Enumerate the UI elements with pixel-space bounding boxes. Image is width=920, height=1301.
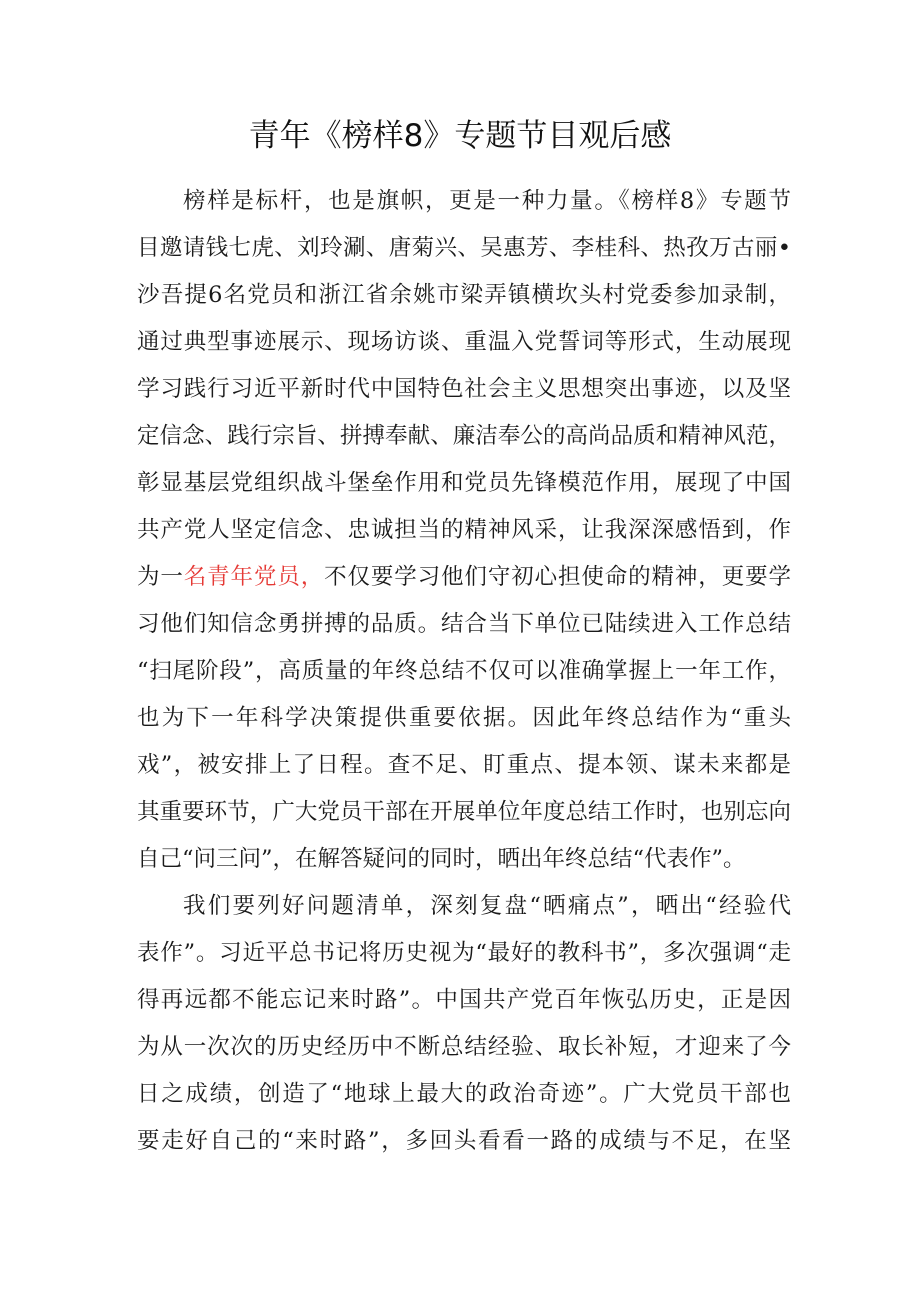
text-line: 得再远都不能忘记来时路”。中国共产党百年恢弘历史，正是因 (137, 987, 791, 1013)
document-body (137, 178, 791, 1165)
text-line: 为从一次次的历史经历中不断总结经验、取长补短，才迎来了今 (137, 1034, 791, 1060)
text-line: 学习践行习近平新时代中国特色社会主义思想突出事迹，以及坚 (137, 376, 791, 402)
paragraph-2 (137, 883, 791, 1165)
text-segment: 不仅要学习他们守初心担使命的精神，更要学 (324, 564, 791, 590)
text-segment: 为一 (137, 564, 184, 590)
text-line: 榜样是标杆，也是旗帜，更是一种力量。《榜样8》专题节 (183, 188, 791, 214)
text-line: 习他们知信念勇拼搏的品质。结合当下单位已陆续进入工作总结 (137, 611, 791, 637)
document-title: 青年《榜样8》专题节目观后感 (248, 118, 672, 154)
text-line: 其重要环节，广大党员干部在开展单位年度总结工作时，也别忘向 (137, 799, 791, 825)
text-line: 定信念、践行宗旨、拼搏奉献、廉洁奉公的高尚品质和精神风范， (137, 423, 791, 449)
text-line-with-highlight (137, 554, 791, 601)
text-line: 我们要列好问题清单，深刻复盘“晒痛点”，晒出“经验代 (183, 893, 791, 919)
text-line: 戏”，被安排上了日程。查不足、盯重点、提本领、谋未来都是 (137, 752, 791, 778)
text-line: 共产党人坚定信念、忠诚担当的精神风采，让我深深感悟到，作 (137, 517, 791, 543)
text-line: 彰显基层党组织战斗堡垒作用和党员先锋模范作用，展现了中国 (137, 470, 791, 496)
paragraph-1 (137, 178, 791, 883)
text-line: 沙吾提6名党员和浙江省余姚市梁弄镇横坎头村党委参加录制， (137, 282, 791, 308)
highlighted-text: 名青年党员， (183, 564, 325, 590)
text-line: 目邀请钱七虎、刘玲涮、唐菊兴、吴惠芳、李桂科、热孜万古丽• (137, 235, 791, 261)
text-line: 表作”。习近平总书记将历史视为“最好的教科书”，多次强调“走 (137, 940, 791, 966)
text-line: “扫尾阶段”，高质量的年终总结不仅可以准确掌握上一年工作， (137, 658, 791, 684)
text-line: 自己“问三问”，在解答疑问的同时，晒出年终总结“代表作”。 (137, 846, 746, 872)
text-line: 通过典型事迹展示、现场访谈、重温入党誓词等形式，生动展现 (137, 329, 791, 355)
text-line: 也为下一年科学决策提供重要依据。因此年终总结作为“重头 (137, 705, 791, 731)
text-line: 日之成绩，创造了“地球上最大的政治奇迹”。广大党员干部也 (137, 1081, 791, 1107)
text-line: 要走好自己的“来时路”，多回头看看一路的成绩与不足，在坚 (137, 1128, 791, 1154)
